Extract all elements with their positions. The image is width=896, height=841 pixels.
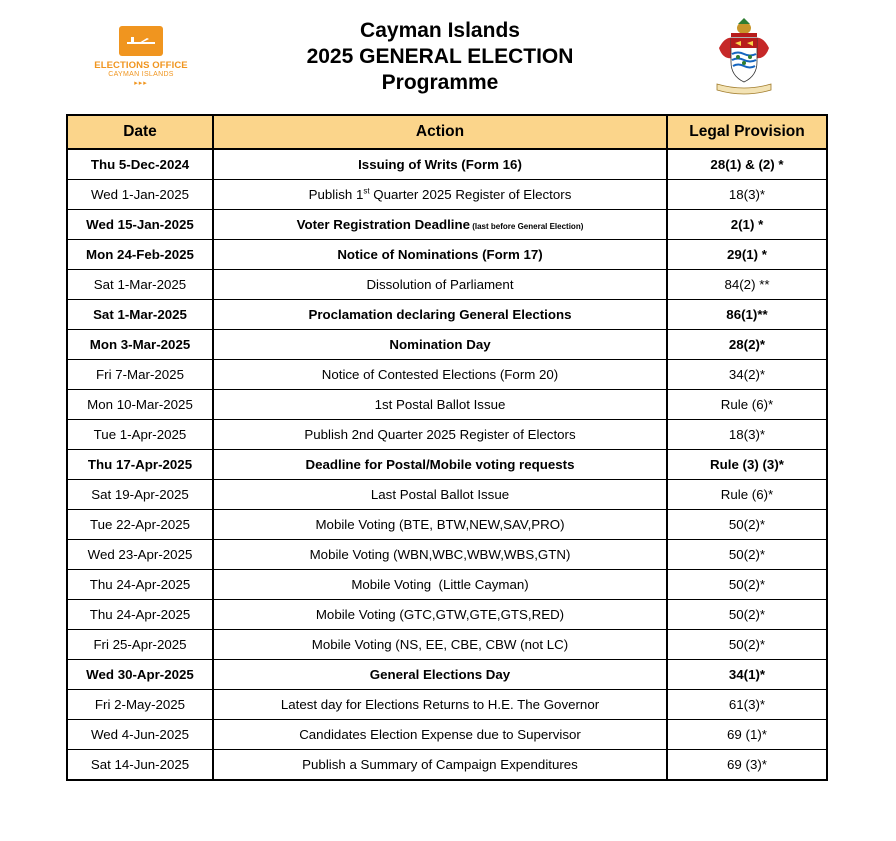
table-row — [67, 540, 827, 570]
action-note: (last before General Election) — [470, 222, 584, 231]
table-row — [67, 300, 827, 330]
action-cell: Mobile Voting (BTE, BTW,NEW,SAV,PRO) — [213, 510, 667, 540]
ordinal-superscript: st — [363, 186, 370, 196]
page-title — [240, 18, 640, 96]
action-cell: Candidates Election Expense due to Supervisor — [213, 720, 667, 750]
column-header-date: Date — [67, 115, 213, 149]
provision-cell: 69 (1)* — [667, 720, 827, 750]
action-cell: Publish a Summary of Campaign Expenditures — [213, 750, 667, 781]
action-cell: General Elections Day — [213, 660, 667, 690]
action-cell: Mobile Voting (NS, EE, CBE, CBW (not LC) — [213, 630, 667, 660]
date-cell: Fri 7-Mar-2025 — [67, 360, 213, 390]
action-text: Voter Registration Deadline — [296, 217, 470, 232]
action-cell: Notice of Nominations (Form 17) — [213, 240, 667, 270]
date-cell: Wed 15-Jan-2025 — [67, 210, 213, 240]
elections-office-logo-icon — [119, 26, 163, 56]
title-line-1: Cayman Islands — [360, 19, 520, 42]
table-row — [67, 240, 827, 270]
logo-title: ELECTIONS OFFICE — [94, 60, 188, 71]
table-row — [67, 570, 827, 600]
action-cell: Last Postal Ballot Issue — [213, 480, 667, 510]
date-cell: Thu 24-Apr-2025 — [67, 600, 213, 630]
action-text: Publish 1 — [308, 187, 364, 202]
title-line-3: Programme — [381, 71, 499, 94]
provision-cell: 61(3)* — [667, 690, 827, 720]
action-cell: Mobile Voting (WBN,WBC,WBW,WBS,GTN) — [213, 540, 667, 570]
table-row — [67, 149, 827, 180]
provision-cell: Rule (3) (3)* — [667, 450, 827, 480]
logo-subtitle: CAYMAN ISLANDS — [108, 71, 174, 78]
date-cell: Tue 1-Apr-2025 — [67, 420, 213, 450]
table-row — [67, 600, 827, 630]
action-cell: Mobile Voting (Little Cayman) — [213, 570, 667, 600]
logo-dots: ▸▸▸ — [134, 80, 148, 87]
table-row — [67, 510, 827, 540]
column-header-action: Action — [213, 115, 667, 149]
table-row — [67, 360, 827, 390]
provision-cell: 50(2)* — [667, 600, 827, 630]
action-cell: Deadline for Postal/Mobile voting requests — [213, 450, 667, 480]
date-cell: Mon 10-Mar-2025 — [67, 390, 213, 420]
date-cell: Sat 1-Mar-2025 — [67, 300, 213, 330]
action-cell: Nomination Day — [213, 330, 667, 360]
table-row — [67, 390, 827, 420]
provision-cell: 29(1) * — [667, 240, 827, 270]
date-cell: Wed 23-Apr-2025 — [67, 540, 213, 570]
table-row — [67, 630, 827, 660]
date-cell: Wed 1-Jan-2025 — [67, 180, 213, 210]
provision-cell: 34(2)* — [667, 360, 827, 390]
provision-cell: 50(2)* — [667, 540, 827, 570]
provision-cell: 18(3)* — [667, 180, 827, 210]
action-cell: Publish 2nd Quarter 2025 Register of Electors — [213, 420, 667, 450]
date-cell: Sat 1-Mar-2025 — [67, 270, 213, 300]
provision-cell: 28(1) & (2) * — [667, 149, 827, 180]
date-cell: Thu 24-Apr-2025 — [67, 570, 213, 600]
action-cell: Proclamation declaring General Elections — [213, 300, 667, 330]
title-line-2: 2025 GENERAL ELECTION — [306, 45, 574, 68]
table-row — [67, 180, 827, 210]
table-row — [67, 330, 827, 360]
provision-cell: 2(1) * — [667, 210, 827, 240]
cayman-coat-of-arms-icon — [711, 18, 777, 96]
table-row — [67, 660, 827, 690]
action-cell: Issuing of Writs (Form 16) — [213, 149, 667, 180]
column-header-legal-provision: Legal Provision — [667, 115, 827, 149]
table-row — [67, 450, 827, 480]
action-cell: Latest day for Elections Returns to H.E. The Governor — [213, 690, 667, 720]
elections-office-logo — [88, 26, 194, 96]
action-cell — [213, 180, 667, 210]
date-cell: Wed 4-Jun-2025 — [67, 720, 213, 750]
action-cell: Mobile Voting (GTC,GTW,GTE,GTS,RED) — [213, 600, 667, 630]
provision-cell: 34(1)* — [667, 660, 827, 690]
date-cell: Tue 22-Apr-2025 — [67, 510, 213, 540]
action-cell: Dissolution of Parliament — [213, 270, 667, 300]
table-row — [67, 690, 827, 720]
table-row — [67, 270, 827, 300]
action-cell: 1st Postal Ballot Issue — [213, 390, 667, 420]
action-cell: Notice of Contested Elections (Form 20) — [213, 360, 667, 390]
table-row — [67, 210, 827, 240]
provision-cell: 86(1)** — [667, 300, 827, 330]
provision-cell: 84(2) ** — [667, 270, 827, 300]
table-row — [67, 420, 827, 450]
table-row — [67, 750, 827, 781]
provision-cell: 28(2)* — [667, 330, 827, 360]
date-cell: Mon 3-Mar-2025 — [67, 330, 213, 360]
table-header-row — [67, 115, 827, 149]
programme-table — [66, 114, 828, 781]
provision-cell: 69 (3)* — [667, 750, 827, 781]
date-cell: Sat 19-Apr-2025 — [67, 480, 213, 510]
date-cell: Thu 17-Apr-2025 — [67, 450, 213, 480]
table-row — [67, 720, 827, 750]
action-cell — [213, 210, 667, 240]
date-cell: Mon 24-Feb-2025 — [67, 240, 213, 270]
date-cell: Sat 14-Jun-2025 — [67, 750, 213, 781]
date-cell: Wed 30-Apr-2025 — [67, 660, 213, 690]
provision-cell: Rule (6)* — [667, 480, 827, 510]
date-cell: Fri 25-Apr-2025 — [67, 630, 213, 660]
provision-cell: 50(2)* — [667, 570, 827, 600]
provision-cell: 50(2)* — [667, 630, 827, 660]
table-row — [67, 480, 827, 510]
date-cell: Thu 5-Dec-2024 — [67, 149, 213, 180]
provision-cell: Rule (6)* — [667, 390, 827, 420]
provision-cell: 50(2)* — [667, 510, 827, 540]
date-cell: Fri 2-May-2025 — [67, 690, 213, 720]
provision-cell: 18(3)* — [667, 420, 827, 450]
action-text-rest: Quarter 2025 Register of Electors — [369, 187, 572, 202]
